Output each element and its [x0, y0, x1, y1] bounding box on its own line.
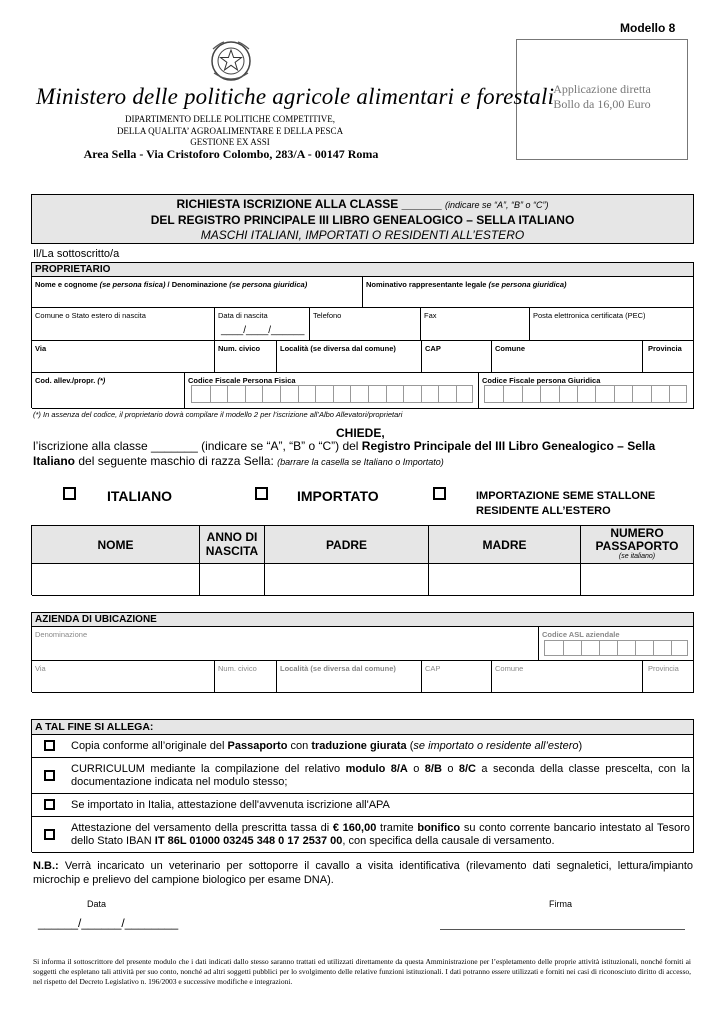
undersigned-label: Il/La sottoscritto/a [33, 248, 120, 260]
privacy-notice: Si informa il sottoscrittore del presente modulo che i dati indicati dallo stesso saranno trattati ed utilizzati direttamente da questa Amministrazione per l’espletamento delle proprie attività istituzionali, nonché forniti ai soggetti che espletano tali attività per suo conto, nonché ad altri soggetti pubblici per lo svolgimento delle relative funzioni istituzionali. I dati potranno essere utilizzati e forniti nei casi di riconosciuto diritto di accesso, nel rispetto del Decreto Legislativo n. 196/2003 e successive modifiche e integrazioni. [33, 957, 691, 986]
col-madre: MADRE [429, 526, 581, 564]
horse-name-input[interactable] [32, 564, 200, 596]
owner-comune-field[interactable]: Comune [492, 341, 643, 373]
phone-field[interactable]: Telefono [310, 308, 421, 341]
curriculum-checkbox[interactable] [44, 770, 55, 781]
owner-name-field[interactable]: Nome e cognome (se persona fisica) / Denominazione (se persona giuridica) [32, 277, 363, 308]
owner-table [31, 262, 694, 408]
italiano-checkbox[interactable] [63, 487, 76, 505]
farm-locality-field[interactable]: Località (se diversa dal comune) [277, 661, 422, 693]
company-tax-code-boxes [484, 385, 687, 403]
horse-table [31, 525, 694, 595]
stamp-line-2: Bollo da 16,00 Euro [553, 97, 651, 111]
horse-dam-input[interactable] [429, 564, 581, 596]
owner-province-field[interactable]: Provincia [643, 341, 694, 373]
legal-rep-field[interactable]: Nominativo rappresentante legale (se persona giuridica) [363, 277, 694, 308]
birthdate-field[interactable]: Data di nascita ____/____/______ [215, 308, 310, 341]
owner-locality-field[interactable]: Località (se diversa dal comune) [277, 341, 422, 373]
farm-province-field[interactable]: Provincia [643, 661, 694, 693]
col-nome: NOME [32, 526, 200, 564]
breeder-code-field[interactable]: Cod. allev./propr. (*) [32, 373, 185, 409]
company-tax-code-field[interactable]: Codice Fiscale persona Giuridica [479, 373, 694, 409]
farm-section-title: AZIENDA DI UBICAZIONE [35, 614, 157, 625]
import-semen-label-1: IMPORTAZIONE SEME STALLONE [476, 490, 656, 502]
passport-checkbox[interactable] [44, 740, 55, 751]
owner-cap-field[interactable]: CAP [422, 341, 492, 373]
horse-passport-input[interactable] [581, 564, 694, 596]
col-passaporto: NUMERO PASSAPORTO (se italiano) [581, 526, 694, 564]
farm-cap-field[interactable]: CAP [422, 661, 492, 693]
emblem-icon [208, 37, 254, 85]
import-semen-checkbox[interactable] [433, 487, 446, 505]
form-title-box [31, 194, 694, 244]
farm-civic-field[interactable]: Num. civico [215, 661, 277, 693]
title-note: (indicare se “A”, “B” o “C”) [445, 200, 549, 210]
pec-field[interactable]: Posta elettronica certificata (PEC) [530, 308, 694, 341]
person-tax-code-field[interactable]: Codice Fiscale Persona Fisica [185, 373, 479, 409]
owner-civic-field[interactable]: Num. civico [215, 341, 277, 373]
col-padre: PADRE [265, 526, 429, 564]
chiede-label: CHIEDE, [336, 426, 385, 440]
owner-street-field[interactable]: Via [32, 341, 215, 373]
title-line-2: DEL REGISTRO PRINCIPALE III LIBRO GENEALOGICO – SELLA ITALIANO [150, 213, 575, 227]
col-anno: ANNO DI NASCITA [200, 526, 265, 564]
attachment-item-curriculum: CURRICULUM mediante la compilazione del relativo modulo 8/A o 8/B o 8/C a seconda della classe prescelta, con la documentazione indicata nel modulo stesso; [32, 758, 694, 794]
nb-note: N.B.: Verrà incaricato un veterinario per sottoporre il cavallo a visita identificativa (rilevamento dati segnaletici, lettura/impianto microchip e prelievo del campione biologico per esame DNA). [33, 860, 693, 886]
office-address: Area Sella - Via Cristoforo Colombo, 283/A - 00147 Roma [83, 147, 379, 161]
asl-code-boxes [544, 640, 688, 656]
birthdate-blank: ____/____/______ [221, 325, 305, 336]
fax-field[interactable]: Fax [421, 308, 530, 341]
department-line-2: DELLA QUALITA’ AGROALIMENTARE E DELLA PESCA [116, 125, 344, 136]
title-line-3: MASCHI ITALIANI, IMPORTATI O RESIDENTI ALL’ESTERO [200, 228, 525, 242]
importato-checkbox[interactable] [255, 487, 268, 505]
ministry-name: Ministero delle politiche agricole alimentari e forestali [36, 84, 555, 109]
title-line-1: RICHIESTA ISCRIZIONE ALLA CLASSE ______ [176, 197, 442, 211]
department-line-3: GESTIONE EX ASSI [190, 137, 270, 147]
request-text: l’iscrizione alla classe _______ (indicare se “A”, “B” o “C”) del Registro Principale del III Libro Genealogico – Sella Italiano del seguente maschio di razza Sella: (barrare la casella se Italiano o Importato) [33, 439, 656, 468]
farm-name-field[interactable]: Denominazione [32, 627, 539, 661]
stamp-line-1: Applicazione diretta [553, 82, 651, 96]
farm-street-field[interactable]: Via [32, 661, 215, 693]
attachment-item-payment: Attestazione del versamento della prescritta tassa di € 160,00 tramite bonifico su conto corrente bancario intestato al Tesoro dello Stato IBAN IT 86L 01000 03245 348 0 17 2537 00, con specifica della causale di versamento. [32, 817, 694, 853]
signature-label: Firma [549, 899, 572, 909]
apa-checkbox[interactable] [44, 799, 55, 810]
horse-birth-year-input[interactable] [200, 564, 265, 596]
import-semen-label-2: RESIDENTE ALL’ESTERO [476, 505, 611, 517]
attachment-item-passport: Copia conforme all’originale del Passaporto con traduzione giurata (se importato o residente all’estero) [32, 735, 694, 758]
owner-footnote: (*) In assenza del codice, il proprietario dovrà compilare il modello 2 per l’iscrizione all’Albo Allevatori/proprietari [33, 410, 403, 419]
person-tax-code-boxes [191, 385, 473, 403]
farm-asl-field[interactable]: Codice ASL aziendale [539, 627, 694, 661]
horse-sire-input[interactable] [265, 564, 429, 596]
attachments-title: A TAL FINE SI ALLEGA: [35, 721, 154, 733]
owner-section-title: PROPRIETARIO [35, 264, 111, 275]
model-number: Modello 8 [620, 21, 676, 35]
payment-checkbox[interactable] [44, 829, 55, 840]
date-input[interactable]: ______/______/________ [38, 916, 179, 930]
italiano-label: ITALIANO [107, 488, 173, 504]
farm-comune-field[interactable]: Comune [492, 661, 643, 693]
date-label: Data [87, 899, 107, 909]
farm-table [31, 612, 694, 692]
department-line-1: DIPARTIMENTO DELLE POLITICHE COMPETITIVE, [125, 114, 335, 124]
attachment-item-apa: Se importato in Italia, attestazione dell'avvenuta iscrizione all'APA [32, 794, 694, 817]
importato-label: IMPORTATO [297, 488, 379, 504]
signature-line[interactable] [440, 929, 685, 930]
birthplace-field[interactable]: Comune o Stato estero di nascita [32, 308, 215, 341]
attachments-table [31, 719, 694, 852]
